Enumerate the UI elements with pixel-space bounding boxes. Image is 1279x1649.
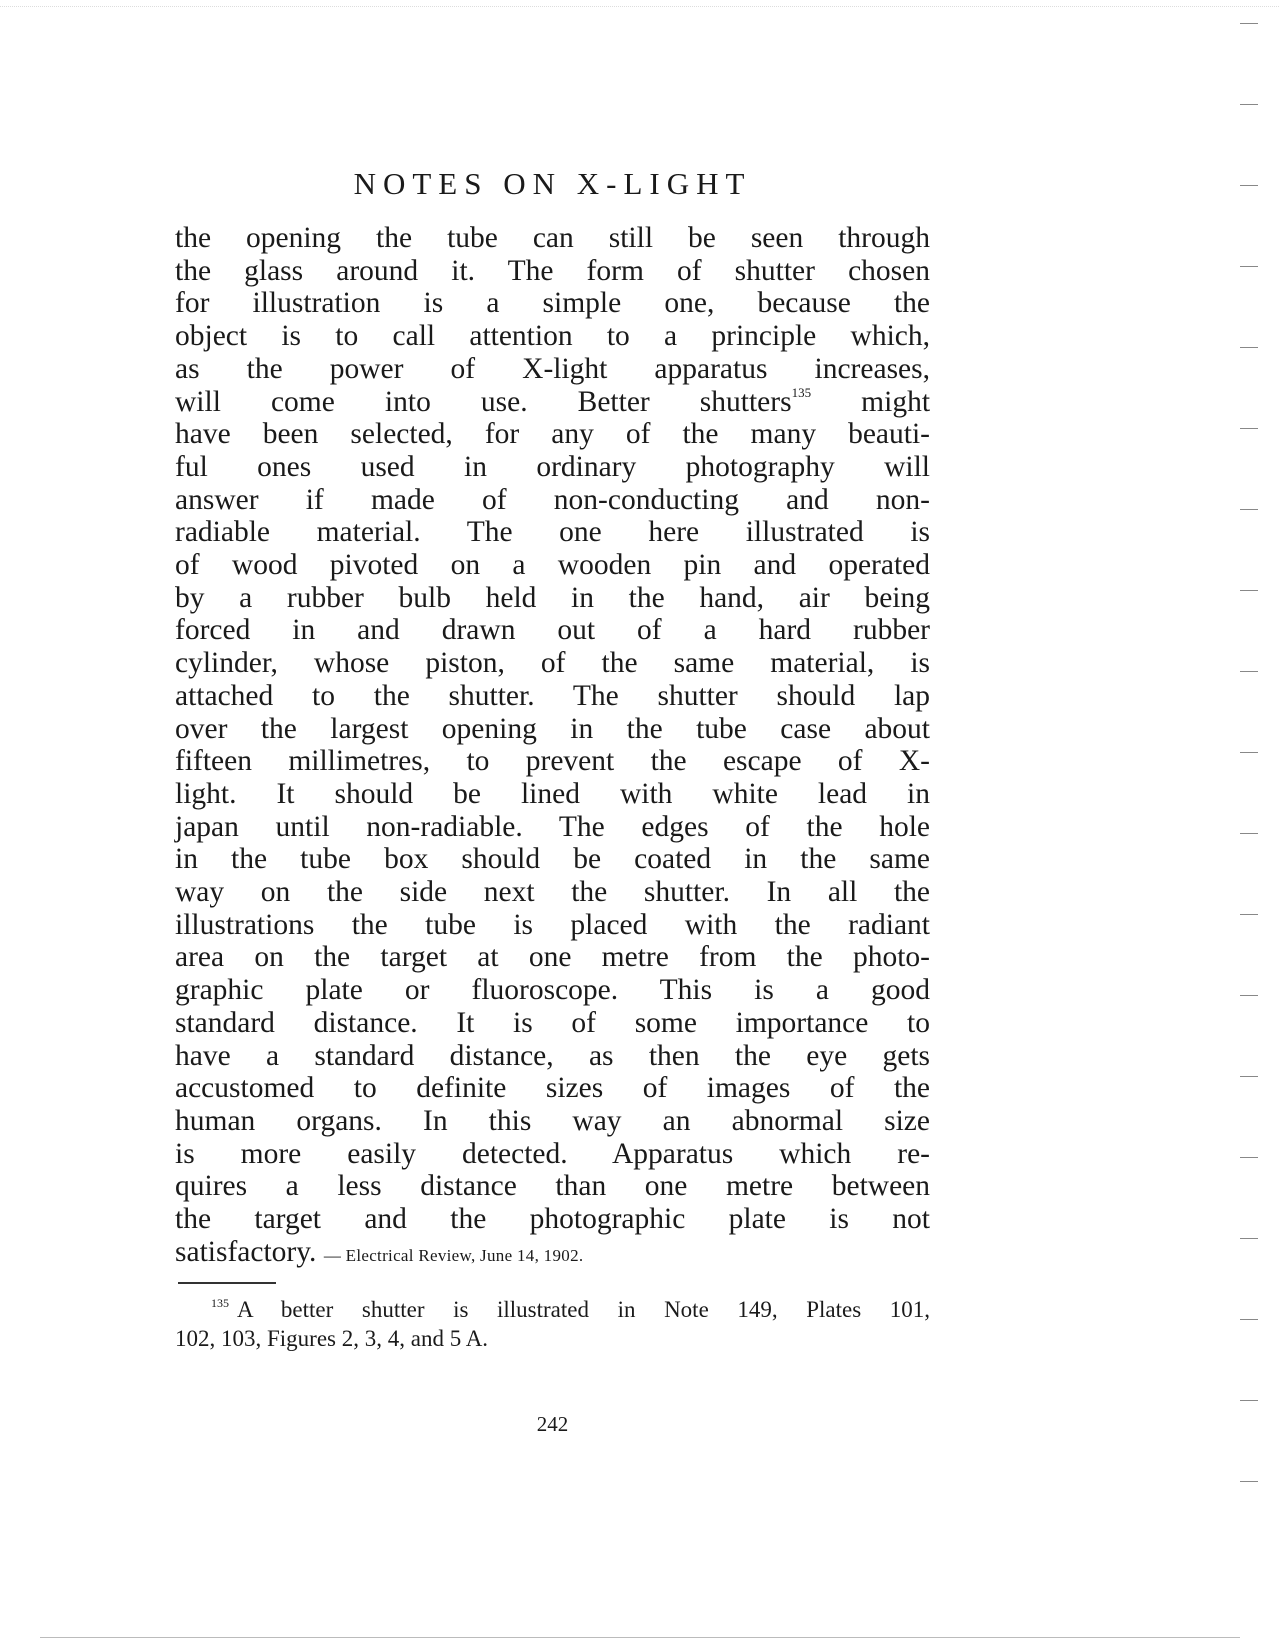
body-line: in the tube box should be coated in the same [175,843,930,876]
edge-mark [1240,104,1258,105]
footnote-line [175,1295,930,1324]
body-line-end: might [861,385,931,418]
footnote-text-line2: 102, 103, Figures 2, 3, 4, and 5 A. [175,1326,489,1351]
body-line-with-footnote-ref [175,386,930,419]
page-number: 242 [536,1412,569,1436]
edge-mark [1240,509,1258,510]
edge-mark [1240,266,1258,267]
body-line-final-text: satisfactory. [175,1235,317,1268]
edge-mark [1240,1238,1258,1239]
body-line: attached to the shutter. The shutter should lap [175,679,930,712]
edge-mark [1240,671,1258,672]
edge-mark [1240,914,1258,915]
body-line: human organs. In this way an abnormal size [175,1104,930,1137]
body-line: have a standard distance, as then the eye gets [175,1039,930,1072]
edge-mark [1240,23,1258,24]
body-line: japan until non-radiable. The edges of the hole [175,810,930,843]
body-line: illustrations the tube is placed with the radiant [175,908,930,941]
body-line-last [175,1236,930,1273]
citation: — Electrical Review, June 14, 1902. [323,1245,584,1265]
body-line: object is to call attention to a principle which, [175,320,930,353]
footnote-number: 135 [211,1296,229,1310]
edge-mark [1240,428,1258,429]
body-line: the target and the photographic plate is not [175,1203,930,1236]
edge-mark [1240,833,1258,834]
running-head: NOTES ON X-LIGHT [353,166,752,201]
body-line: cylinder, whose piston, of the same material, is [175,647,930,680]
edge-mark [1240,185,1258,186]
footnote-text-line1: A better shutter is illustrated in Note 149, Plates 101, [237,1297,930,1322]
body-line: standard distance. It is of some importance to [175,1006,930,1039]
edge-mark [1240,1157,1258,1158]
edge-mark [1240,1319,1258,1320]
body-line: have been selected, for any of the many beauti- [175,418,930,451]
edge-mark [1240,752,1258,753]
body-line: radiable material. The one here illustrated is [175,516,930,549]
body-line: answer if made of non-conducting and non- [175,483,930,516]
body-line: ful ones used in ordinary photography will [175,450,930,483]
scan-top-edge [0,6,1279,7]
edge-mark [1240,590,1258,591]
body-line: over the largest opening in the tube case about [175,712,930,745]
body-line: forced in and drawn out of a hard rubber [175,614,930,647]
body-line: the opening the tube can still be seen through [175,222,930,254]
edge-mark [1240,995,1258,996]
body-line: light. It should be lined with white lead in [175,777,930,810]
body-line: way on the side next the shutter. In all the [175,876,930,909]
body-line: fifteen millimetres, to prevent the escape of X- [175,745,930,778]
body-line: for illustration is a simple one, because the [175,287,930,320]
edge-mark [1240,1400,1258,1401]
body-line: graphic plate or fluoroscope. This is a good [175,974,930,1007]
scan-bottom-edge [40,1637,1240,1638]
body-line: by a rubber bulb held in the hand, air being [175,581,930,614]
footnote [175,1295,930,1353]
edge-mark [1240,1481,1258,1482]
body-line-start: will come into use. Better shutters [175,385,792,418]
body-line: is more easily detected. Apparatus which re- [175,1137,930,1170]
edge-mark [1240,1076,1258,1077]
scan-edge-marks [1240,0,1260,1649]
body-line: of wood pivoted on a wooden pin and operated [175,549,930,582]
body-line: as the power of X-light apparatus increases, [175,352,930,385]
body-line: the glass around it. The form of shutter chosen [175,254,930,287]
body-line: quires a less distance than one metre between [175,1170,930,1203]
footnote-rule [178,1282,276,1284]
edge-mark [1240,347,1258,348]
body-line: area on the target at one metre from the photo- [175,941,930,974]
body-text [175,222,930,1273]
body-line: accustomed to definite sizes of images of the [175,1072,930,1105]
footnote-reference: 135 [791,384,812,400]
